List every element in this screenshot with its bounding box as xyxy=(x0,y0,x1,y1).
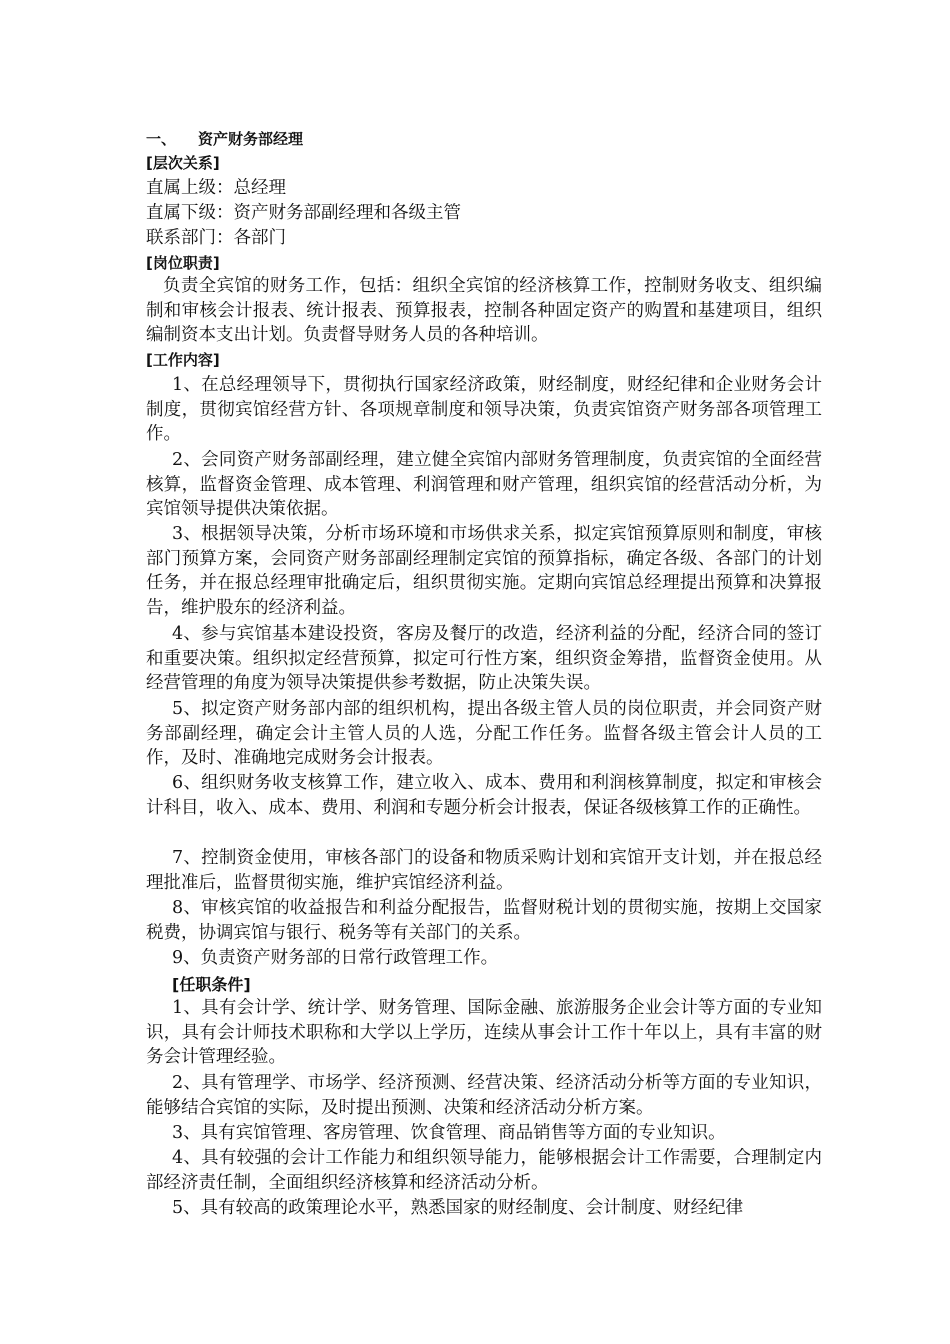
requirement-item-1: 1、具有会计学、统计学、财务管理、国际金融、旅游服务企业会计等方面的专业知识，具有会计师技术职称和大学以上学历，连续从事会计工作十年以上，具有丰富的财务会计管理经验。 xyxy=(146,998,822,1067)
requirements-section-title: [任职条件] xyxy=(172,975,251,994)
work-item-5: 5、拟定资产财务部内部的组织机构，提出各级主管人员的岗位职责，并会同资产财务部副经理，确定会计主管人员的人选，分配工作任务。监督各级主管会计人员的工作，及时、准确地完成财务会计报表。 xyxy=(146,699,822,768)
subordinate-line: 直属下级：资产财务部副经理和各级主管 xyxy=(146,203,461,223)
requirement-item-4: 4、具有较强的会计工作能力和组织领导能力，能够根据会计工作需要，合理制定内部经济责任制，全面组织经济核算和经济活动分析。 xyxy=(146,1148,822,1193)
heading-title: 资产财务部经理 xyxy=(198,130,304,148)
hierarchy-section-title: [层次关系] xyxy=(146,154,220,172)
work-section-title: [工作内容] xyxy=(146,351,220,369)
work-item-6: 6、组织财务收支核算工作，建立收入、成本、费用和利润核算制度，拟定和审核会计科目，收入、成本、费用、利润和专题分析会计报表，保证各级核算工作的正确性。 xyxy=(146,773,822,818)
work-item-3: 3、根据领导决策，分析市场环境和市场供求关系，拟定宾馆预算原则和制度，审核部门预算方案，会同资产财务部副经理制定宾馆的预算指标，确定各级、各部门的计划任务，并在报总经理审批确定后，组织贯彻实施。定期向宾馆总经理提出预算和决算报告，维护股东的经济利益。 xyxy=(146,524,822,618)
work-item-2: 2、会同资产财务部副经理，建立健全宾馆内部财务管理制度，负责宾馆的全面经营核算，监督资金管理、成本管理、利润管理和财产管理，组织宾馆的经营活动分析，为宾馆领导提供决策依据。 xyxy=(146,450,822,519)
work-item-7: 7、控制资金使用，审核各部门的设备和物质采购计划和宾馆开支计划，并在报总经理批准后，监督贯彻实施，维护宾馆经济利益。 xyxy=(146,848,822,893)
requirement-item-3: 3、具有宾馆管理、客房管理、饮食管理、商品销售等方面的专业知识。 xyxy=(172,1123,726,1143)
duties-section-title: [岗位职责] xyxy=(146,254,220,272)
work-item-8: 8、审核宾馆的收益报告和利益分配报告，监督财税计划的贯彻实施，按期上交国家税费，协调宾馆与银行、税务等有关部门的关系。 xyxy=(146,898,822,943)
contact-line: 联系部门：各部门 xyxy=(146,228,286,248)
requirement-item-5: 5、具有较高的政策理论水平，熟悉国家的财经制度、会计制度、财经纪律 xyxy=(172,1198,744,1218)
requirement-item-2: 2、具有管理学、市场学、经济预测、经营决策、经济活动分析等方面的专业知识，能够结合宾馆的实际，及时提出预测、决策和经济活动分析方案。 xyxy=(146,1073,822,1118)
work-item-1: 1、在总经理领导下，贯彻执行国家经济政策，财经制度，财经纪律和企业财务会计制度，贯彻宾馆经营方针、各项规章制度和领导决策，负责宾馆资产财务部各项管理工作。 xyxy=(146,375,822,444)
section-heading xyxy=(146,128,303,149)
work-item-9: 9、负责资产财务部的日常行政管理工作。 xyxy=(172,948,499,968)
work-item-4: 4、参与宾馆基本建设投资，客房及餐厅的改造，经济利益的分配，经济合同的签订和重要决策。组织拟定经营预算，拟定可行性方案，组织资金筹措，监督资金使用。从经营管理的角度为领导决策提供参考数据，防止决策失误。 xyxy=(146,624,822,693)
heading-number: 一、 xyxy=(146,130,177,148)
duties-paragraph: 负责全宾馆的财务工作，包括：组织全宾馆的经济核算工作，控制财务收支、组织编制和审核会计报表、统计报表、预算报表，控制各种固定资产的购置和基建项目，组织编制资本支出计划。负责督导财务人员的各种培训。 xyxy=(146,276,822,345)
superior-line: 直属上级：总经理 xyxy=(146,178,286,198)
